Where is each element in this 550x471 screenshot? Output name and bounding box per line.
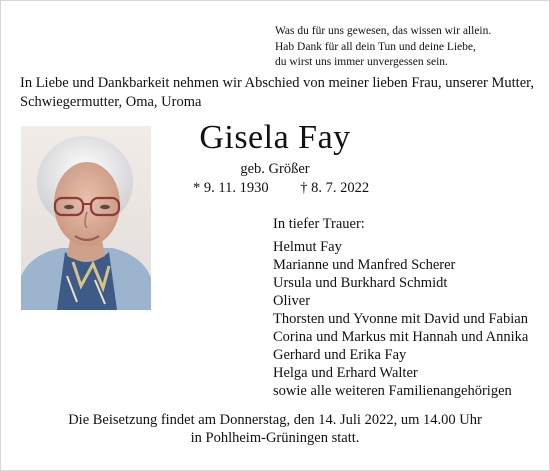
mourner-name: Helga und Erhard Walter <box>273 365 418 381</box>
poem-line: Was du für uns gewesen, das wissen wir allein. <box>275 25 492 37</box>
mourner-name: Helmut Fay <box>273 239 342 255</box>
funeral-line: in Pohlheim-Grüningen statt. <box>190 430 360 446</box>
mourners-list <box>273 215 543 400</box>
poem <box>275 24 535 71</box>
birth-name: geb. Größer <box>240 161 310 177</box>
poem-line: du wirst uns immer unvergessen sein. <box>275 56 448 68</box>
mourner-name: Oliver <box>273 293 311 309</box>
deceased-name: Gisela Fay <box>199 119 351 156</box>
life-dates <box>193 179 369 197</box>
mourner-name: Corina und Markus mit Hannah und Annika <box>273 329 529 345</box>
mourner-name: Marianne und Manfred Scherer <box>273 257 456 273</box>
mourner-name: Ursula und Burkhard Schmidt <box>273 275 448 291</box>
portrait-photo <box>21 126 151 310</box>
mourner-name: Thorsten und Yvonne mit David und Fabian <box>273 311 528 327</box>
mourner-name: sowie alle weiteren Familienangehörigen <box>273 383 512 399</box>
funeral-line: Die Beisetzung findet am Donnerstag, den 14. Juli 2022, um 14.00 Uhr <box>68 412 482 428</box>
mourners-heading: In tiefer Trauer: <box>273 216 365 232</box>
intro-text: In Liebe und Dankbarkeit nehmen wir Abschied von meiner lieben Frau, unserer Mutter, Schwiegermutter, Oma, Uroma <box>20 75 535 110</box>
birth-date: * 9. 11. 1930 <box>193 180 269 196</box>
poem-line: Hab Dank für all dein Tun und deine Liebe, <box>275 40 476 53</box>
mourner-name: Gerhard und Erika Fay <box>273 347 407 363</box>
funeral-info <box>20 411 530 447</box>
death-date: † 8. 7. 2022 <box>300 180 370 196</box>
